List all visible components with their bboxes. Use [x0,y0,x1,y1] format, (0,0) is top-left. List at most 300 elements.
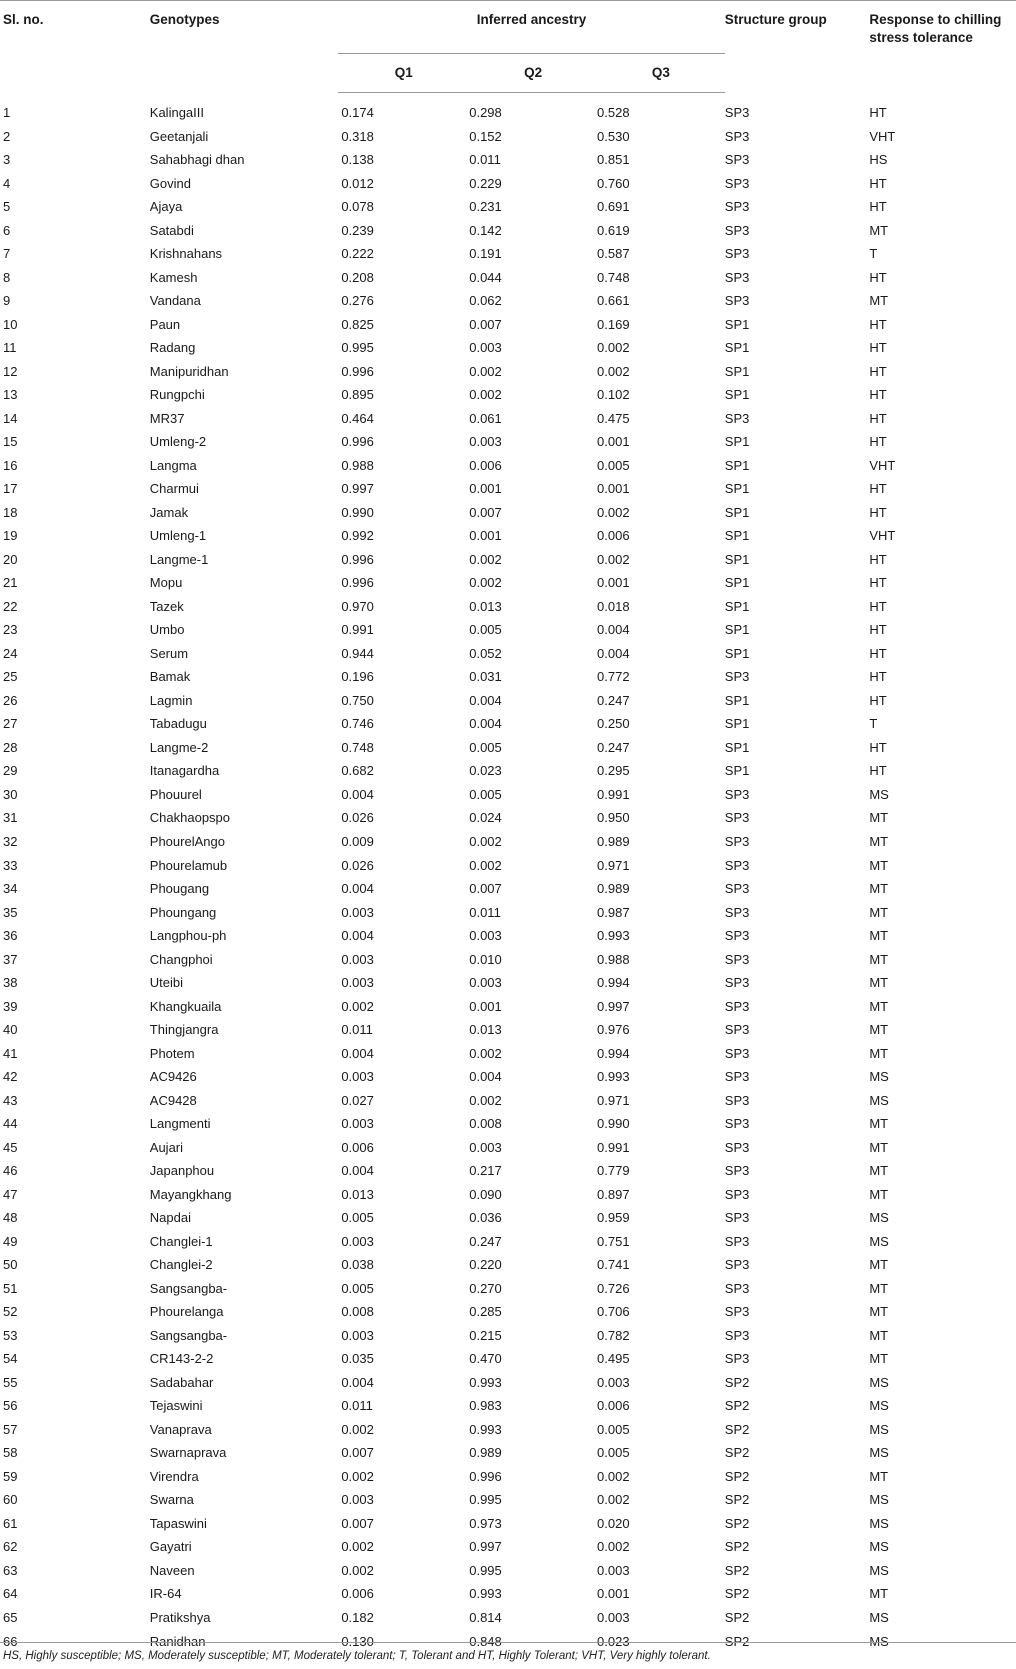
cell-sl-no: 25 [3,669,18,685]
cell-response: HT [869,199,887,215]
table-row [0,1371,1016,1395]
cell-q2: 0.001 [469,481,502,497]
table-header [0,1,1016,93]
cell-q2: 0.007 [469,316,502,332]
table-row [0,924,1016,948]
cell-genotype: IR-64 [149,1586,182,1602]
cell-sl-no: 8 [3,269,11,285]
table-row [0,854,1016,878]
cell-response: HT [869,340,887,356]
cell-structure-group: SP3 [724,857,750,873]
cell-q1: 0.825 [341,316,374,332]
cell-q1: 0.002 [341,1562,374,1578]
cell-q3: 0.994 [597,975,630,991]
cell-sl-no: 27 [3,716,18,732]
cell-q3: 0.003 [597,1562,630,1578]
cell-genotype: Sadabahar [149,1374,214,1390]
cell-structure-group: SP3 [724,951,750,967]
cell-q2: 0.004 [469,692,502,708]
cell-q1: 0.895 [341,387,374,403]
cell-response: MT [869,222,889,238]
cell-q3: 0.247 [597,739,630,755]
cell-q2: 0.013 [469,598,502,614]
cell-structure-group: SP1 [724,387,750,403]
cell-sl-no: 44 [3,1116,18,1132]
cell-structure-group: SP3 [724,1092,750,1108]
table-row [0,1136,1016,1160]
table-row [0,806,1016,830]
cell-structure-group: SP3 [724,810,750,826]
cell-genotype: Sahabhagi dhan [149,152,245,168]
cell-sl-no: 41 [3,1045,18,1061]
table-row [0,1512,1016,1536]
cell-q1: 0.078 [341,199,374,215]
table-row [0,618,1016,642]
cell-q1: 0.004 [341,1045,374,1061]
cell-q1: 0.006 [341,1586,374,1602]
cell-response: MS [869,1539,889,1555]
cell-q2: 0.848 [469,1633,502,1649]
cell-q3: 0.004 [597,645,630,661]
header-genotypes: Genotypes [149,12,220,27]
cell-q3: 0.994 [597,1045,630,1061]
cell-q2: 0.013 [469,1022,502,1038]
cell-q2: 0.002 [469,833,502,849]
cell-q1: 0.138 [341,152,374,168]
cell-sl-no: 66 [3,1633,18,1649]
cell-q3: 0.851 [597,152,630,168]
table-footnote: HS, Highly susceptible; MS, Moderately susceptible; MT, Moderately tolerant; T, Tolerant and HT, Highly Tolerant; VHT, Very highly tolerant. [3,1650,711,1662]
cell-structure-group: SP3 [724,128,750,144]
cell-q2: 0.044 [469,269,502,285]
cell-q3: 0.989 [597,833,630,849]
cell-genotype: Langphou-ph [149,928,227,944]
cell-genotype: PhourelAngo [149,833,225,849]
cell-q3: 0.987 [597,904,630,920]
cell-q1: 0.196 [341,669,374,685]
cell-genotype: Tabadugu [149,716,207,732]
table-row [0,665,1016,689]
cell-genotype: Pratikshya [149,1610,211,1625]
cell-q1: 0.005 [341,1280,374,1296]
cell-response: HT [869,316,887,332]
cell-q3: 0.102 [597,387,630,403]
cell-genotype: Itanagardha [149,763,220,779]
header-structure-group: Structure group [724,12,827,27]
cell-q3: 0.018 [597,598,630,614]
cell-structure-group: SP3 [724,104,750,120]
cell-q1: 0.008 [341,1304,374,1320]
cell-genotype: Umbo [149,622,185,638]
cell-q3: 0.006 [597,1398,630,1414]
cell-response: MT [869,1022,889,1038]
cell-structure-group: SP1 [724,340,750,356]
cell-genotype: Changlei-1 [149,1233,213,1249]
table-row [0,313,1016,337]
cell-sl-no: 12 [3,363,18,379]
cell-sl-no: 47 [3,1186,18,1202]
cell-response: MT [869,1327,889,1343]
table-row [0,1347,1016,1371]
cell-q3: 0.295 [597,763,630,779]
cell-sl-no: 36 [3,928,18,944]
cell-response: HT [869,410,887,426]
cell-response: MS [869,1492,889,1508]
cell-response: MS [869,1610,889,1625]
cell-genotype: Mayangkhang [149,1186,232,1202]
cell-q3: 0.002 [597,551,630,567]
table-row [0,642,1016,666]
cell-genotype: Tazek [149,598,184,614]
cell-genotype: KalingaIII [149,104,204,120]
cell-q2: 0.090 [469,1186,502,1202]
cell-sl-no: 55 [3,1374,18,1390]
cell-q2: 0.470 [469,1351,502,1367]
cell-q3: 0.005 [597,1421,630,1437]
cell-q1: 0.003 [341,951,374,967]
cell-genotype: Paun [149,316,181,332]
cell-genotype: Satabdi [149,222,194,238]
cell-response: T [869,246,878,262]
cell-q3: 0.619 [597,222,630,238]
cell-q1: 0.005 [341,1210,374,1226]
table-row [0,1018,1016,1042]
cell-structure-group: SP3 [724,1280,750,1296]
cell-genotype: Kamesh [149,269,198,285]
cell-structure-group: SP3 [724,904,750,920]
cell-sl-no: 34 [3,881,18,897]
cell-structure-group: SP3 [724,293,750,309]
cell-q1: 0.003 [341,1233,374,1249]
table-row [0,1418,1016,1442]
cell-response: MT [869,1586,889,1602]
table-row [0,477,1016,501]
cell-sl-no: 26 [3,692,18,708]
cell-q3: 0.002 [597,340,630,356]
cell-q2: 0.993 [469,1586,502,1602]
cell-sl-no: 40 [3,1022,18,1038]
cell-sl-no: 18 [3,504,18,520]
cell-structure-group: SP1 [724,716,750,732]
cell-sl-no: 11 [3,340,17,356]
cell-sl-no: 42 [3,1069,18,1085]
cell-structure-group: SP2 [724,1610,750,1625]
cell-q1: 0.009 [341,833,374,849]
cell-structure-group: SP3 [724,199,750,215]
cell-sl-no: 5 [3,199,11,215]
cell-q2: 0.993 [469,1421,502,1437]
cell-genotype: Umleng-1 [149,528,207,544]
cell-sl-no: 64 [3,1586,18,1602]
cell-sl-no: 53 [3,1327,18,1343]
cell-sl-no: 58 [3,1445,18,1461]
cell-sl-no: 30 [3,786,18,802]
cell-response: MS [869,1633,889,1649]
cell-genotype: Phoungang [149,904,217,920]
cell-response: HT [869,104,887,120]
cell-q1: 0.004 [341,1374,374,1390]
cell-q3: 0.976 [597,1022,630,1038]
cell-q2: 0.270 [469,1280,502,1296]
cell-structure-group: SP3 [724,881,750,897]
table-row [0,195,1016,219]
cell-structure-group: SP1 [724,528,750,544]
cell-response: HT [869,669,887,685]
cell-q3: 0.993 [597,928,630,944]
table-row [0,1559,1016,1583]
cell-response: MT [869,904,889,920]
table-row [0,1324,1016,1348]
cell-q3: 0.002 [597,504,630,520]
cell-response: HT [869,551,887,567]
cell-q3: 0.001 [597,1586,630,1602]
cell-structure-group: SP1 [724,481,750,497]
cell-q3: 0.169 [597,316,630,332]
cell-response: MT [869,1257,889,1273]
cell-structure-group: SP3 [724,1163,750,1179]
cell-genotype: Lagmin [149,692,193,708]
cell-q2: 0.062 [469,293,502,309]
table-row [0,1488,1016,1512]
cell-structure-group: SP3 [724,1186,750,1202]
cell-response: MS [869,1233,889,1249]
cell-structure-group: SP2 [724,1468,750,1484]
table-row [0,1089,1016,1113]
table-row [0,1441,1016,1465]
header-q3: Q3 [597,54,725,93]
cell-structure-group: SP1 [724,434,750,450]
cell-genotype: Ajaya [149,199,183,215]
cell-q1: 0.682 [341,763,374,779]
cell-q1: 0.004 [341,928,374,944]
cell-genotype: CR143-2-2 [149,1351,214,1367]
cell-q1: 0.012 [341,175,374,191]
cell-genotype: Rungpchi [149,387,205,403]
cell-response: HT [869,692,887,708]
cell-q2: 0.285 [469,1304,502,1320]
cell-q2: 0.002 [469,551,502,567]
cell-q3: 0.004 [597,622,630,638]
cell-q2: 0.011 [469,152,501,168]
table-row [0,783,1016,807]
table-row [0,524,1016,548]
cell-structure-group: SP3 [724,1304,750,1320]
cell-sl-no: 51 [3,1280,18,1296]
cell-sl-no: 10 [3,316,18,332]
cell-q1: 0.239 [341,222,374,238]
cell-response: HT [869,739,887,755]
cell-genotype: Langme-2 [149,739,209,755]
cell-q1: 0.318 [341,128,374,144]
cell-q1: 0.026 [341,810,374,826]
cell-structure-group: SP3 [724,1116,750,1132]
cell-q2: 0.011 [469,904,501,920]
cell-structure-group: SP3 [724,1233,750,1249]
cell-response: MT [869,1280,889,1296]
table-row [0,948,1016,972]
cell-q2: 0.217 [469,1163,502,1179]
cell-genotype: Vanaprava [149,1421,212,1437]
cell-genotype: Virendra [149,1468,199,1484]
cell-q3: 0.971 [597,857,630,873]
cell-genotype: Manipuridhan [149,363,229,379]
cell-structure-group: SP1 [724,504,750,520]
cell-q2: 0.005 [469,622,502,638]
cell-response: MS [869,786,889,802]
cell-q3: 0.530 [597,128,630,144]
cell-response: MS [869,1374,889,1390]
cell-structure-group: SP2 [724,1492,750,1508]
cell-structure-group: SP3 [724,669,750,685]
cell-genotype: Changphoi [149,951,213,967]
cell-response: HT [869,575,887,591]
cell-structure-group: SP3 [724,1045,750,1061]
table-body [0,93,1016,1654]
table-row [0,830,1016,854]
cell-structure-group: SP1 [724,598,750,614]
cell-sl-no: 48 [3,1210,18,1226]
cell-sl-no: 60 [3,1492,18,1508]
cell-sl-no: 20 [3,551,18,567]
cell-q1: 0.006 [341,1139,374,1155]
cell-response: MT [869,1163,889,1179]
table-row [0,1394,1016,1418]
cell-q2: 0.152 [469,128,502,144]
cell-q2: 0.006 [469,457,502,473]
cell-q3: 0.247 [597,692,630,708]
cell-q3: 0.741 [597,1257,630,1273]
cell-structure-group: SP1 [724,575,750,591]
cell-q1: 0.003 [341,1116,374,1132]
table-row [0,1112,1016,1136]
cell-q3: 0.006 [597,528,630,544]
cell-q2: 0.031 [469,669,502,685]
cell-q2: 0.005 [469,786,502,802]
cell-response: MT [869,975,889,991]
cell-response: MT [869,1116,889,1132]
cell-q2: 0.003 [469,340,502,356]
cell-q3: 0.002 [597,363,630,379]
cell-sl-no: 23 [3,622,18,638]
cell-genotype: Geetanjali [149,128,209,144]
cell-response: VHT [869,457,896,473]
cell-structure-group: SP3 [724,998,750,1014]
header-sl-no: Sl. no. [3,12,44,27]
cell-q3: 0.002 [597,1492,630,1508]
cell-q3: 0.950 [597,810,630,826]
cell-q2: 0.007 [469,504,502,520]
cell-genotype: Naveen [149,1562,195,1578]
cell-structure-group: SP2 [724,1515,750,1531]
cell-genotype: MR37 [149,410,185,426]
cell-q3: 0.991 [597,1139,630,1155]
cell-structure-group: SP3 [724,246,750,262]
cell-q1: 0.996 [341,575,374,591]
cell-q3: 0.706 [597,1304,630,1320]
cell-q1: 0.011 [341,1398,373,1414]
cell-q2: 0.003 [469,975,502,991]
cell-q3: 0.971 [597,1092,630,1108]
cell-sl-no: 57 [3,1421,18,1437]
cell-response: MS [869,1515,889,1531]
cell-response: MT [869,1139,889,1155]
cell-q2: 0.008 [469,1116,502,1132]
cell-sl-no: 59 [3,1468,18,1484]
cell-sl-no: 4 [3,175,11,191]
cell-genotype: Sangsangba- [149,1280,228,1296]
cell-genotype: Swarnaprava [149,1445,227,1461]
cell-sl-no: 28 [3,739,18,755]
cell-q2: 0.003 [469,1139,502,1155]
cell-sl-no: 14 [3,410,18,426]
cell-structure-group: SP3 [724,269,750,285]
cell-response: MT [869,1304,889,1320]
table-row [0,548,1016,572]
table-row [0,172,1016,196]
cell-genotype: Langma [149,457,197,473]
cell-genotype: Napdai [149,1210,191,1226]
cell-q3: 0.691 [597,199,630,215]
cell-q2: 0.989 [469,1445,502,1461]
table-row [0,736,1016,760]
cell-q2: 0.814 [469,1610,502,1625]
cell-genotype: Photem [149,1045,195,1061]
header-row-1 [0,1,1016,54]
table-row [0,971,1016,995]
cell-response: MT [869,833,889,849]
cell-sl-no: 65 [3,1610,18,1625]
cell-genotype: Changlei-2 [149,1257,213,1273]
cell-q3: 0.020 [597,1515,630,1531]
cell-q3: 0.002 [597,1468,630,1484]
cell-q1: 0.222 [341,246,374,262]
cell-response: HT [869,269,887,285]
cell-genotype: Langmenti [149,1116,211,1132]
cell-q3: 0.748 [597,269,630,285]
cell-q2: 0.247 [469,1233,502,1249]
cell-response: HS [869,152,888,168]
cell-q1: 0.011 [341,1022,373,1038]
table-row [0,1253,1016,1277]
cell-sl-no: 35 [3,904,18,920]
table-row [0,1582,1016,1606]
cell-q1: 0.002 [341,1468,374,1484]
cell-q2: 0.052 [469,645,502,661]
cell-q3: 0.989 [597,881,630,897]
cell-genotype: Phougang [149,881,210,897]
table-row [0,1183,1016,1207]
table-row [0,383,1016,407]
cell-q1: 0.464 [341,410,374,426]
header-q2: Q2 [469,54,597,93]
cell-q3: 0.988 [597,951,630,967]
cell-q1: 0.992 [341,528,374,544]
cell-q1: 0.174 [341,105,374,120]
table-row [0,1065,1016,1089]
table-row [0,759,1016,783]
cell-structure-group: SP3 [724,1069,750,1085]
cell-q3: 0.751 [597,1233,630,1249]
cell-sl-no: 32 [3,833,18,849]
cell-q3: 0.001 [597,481,630,497]
cell-q3: 0.959 [597,1210,630,1226]
cell-structure-group: SP2 [724,1539,750,1555]
table-row [0,995,1016,1019]
cell-structure-group: SP3 [724,410,750,426]
cell-response: HT [869,645,887,661]
cell-genotype: Sangsangba- [149,1327,228,1343]
cell-sl-no: 13 [3,387,18,403]
